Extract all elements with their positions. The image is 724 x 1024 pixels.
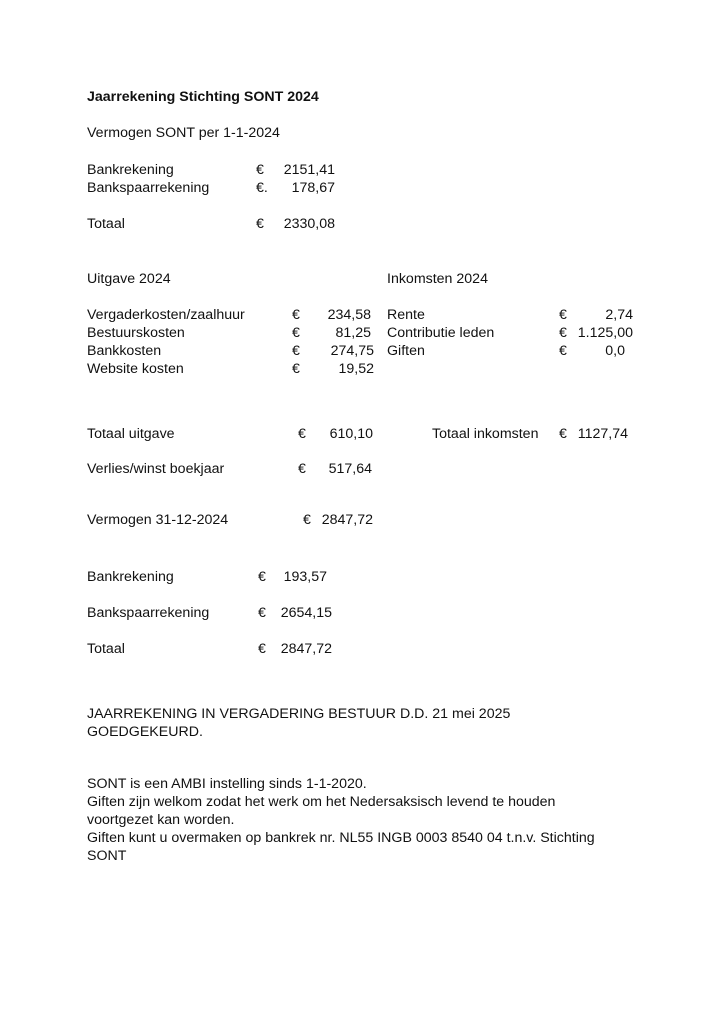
opening-row-label: Bankspaarrekening	[87, 180, 210, 196]
expense-row-label: Vergaderkosten/zaalhuur	[87, 307, 245, 323]
income-total-amount: 1127,74	[577, 426, 628, 442]
income-row-label: Rente	[387, 307, 425, 323]
income-row-label: Contributie leden	[387, 325, 495, 341]
closing-row-amount: 193,57	[283, 569, 327, 585]
closing-row-label: Bankspaarrekening	[87, 605, 210, 621]
opening-row-amount: 178,67	[291, 180, 335, 196]
income-row-amount: 0,0	[605, 343, 625, 359]
opening-row-currency: €	[256, 162, 264, 178]
closing-total-amount: 2847,72	[280, 641, 332, 657]
expenses-total-currency: €	[298, 426, 306, 442]
opening-row-amount: 2151,41	[283, 162, 335, 178]
expense-row-amount: 19,52	[338, 361, 374, 377]
expenses-total-label: Totaal uitgave	[87, 426, 175, 442]
closing-row-amount: 2654,15	[280, 605, 332, 621]
opening-total-amount: 2330,08	[283, 216, 335, 232]
income-row-currency: €	[559, 325, 567, 341]
note-line: SONT is een AMBI instelling sinds 1-1-2020.	[87, 776, 367, 792]
closing-row-currency: €	[258, 605, 266, 621]
expense-row-currency: €	[292, 307, 300, 323]
result-currency: €	[298, 461, 306, 477]
income-row-currency: €	[559, 307, 567, 323]
approval-line: JAARREKENING IN VERGADERING BESTUUR D.D. 21 mei 2025	[87, 706, 511, 722]
expense-row-amount: 81,25	[335, 325, 371, 341]
income-heading: Inkomsten 2024	[387, 271, 488, 287]
expense-row-currency: €	[292, 361, 300, 377]
income-row-amount: 2,74	[605, 307, 633, 323]
expenses-total-amount: 610,10	[329, 426, 373, 442]
expense-row-currency: €	[292, 325, 300, 341]
note-line: voortgezet kan worden.	[87, 812, 235, 828]
income-total-currency: €	[559, 426, 567, 442]
income-total-label: Totaal inkomsten	[432, 426, 539, 442]
expenses-heading: Uitgave 2024	[87, 271, 171, 287]
income-row-label: Giften	[387, 343, 425, 359]
note-line: Giften zijn welkom zodat het werk om het Nedersaksisch levend te houden	[87, 794, 556, 810]
expense-row-label: Bankkosten	[87, 343, 162, 359]
closing-heading: Vermogen 31-12-2024	[87, 512, 229, 528]
expense-row-label: Bestuurskosten	[87, 325, 185, 341]
closing-currency: €	[303, 512, 311, 528]
opening-total-currency: €	[256, 216, 264, 232]
expense-row-label: Website kosten	[87, 361, 184, 377]
closing-total-currency: €	[258, 641, 266, 657]
opening-row-label: Bankrekening	[87, 162, 174, 178]
closing-row-currency: €	[258, 569, 266, 585]
opening-total-label: Totaal	[87, 216, 125, 232]
opening-row-currency: €.	[256, 180, 268, 196]
closing-total-label: Totaal	[87, 641, 125, 657]
closing-amount: 2847,72	[321, 512, 373, 528]
result-amount: 517,64	[328, 461, 372, 477]
approval-line: GOEDGEKEURD.	[87, 724, 203, 740]
income-row-amount: 1.125,00	[577, 325, 633, 341]
income-row-currency: €	[559, 343, 567, 359]
note-line: SONT	[87, 848, 127, 864]
document-title: Jaarrekening Stichting SONT 2024	[87, 89, 319, 105]
expense-row-amount: 234,58	[327, 307, 371, 323]
expense-row-currency: €	[292, 343, 300, 359]
note-line: Giften kunt u overmaken op bankrek nr. NL55 INGB 0003 8540 04 t.n.v. Stichting	[87, 830, 595, 846]
opening-heading: Vermogen SONT per 1-1-2024	[87, 125, 280, 141]
closing-row-label: Bankrekening	[87, 569, 174, 585]
expense-row-amount: 274,75	[330, 343, 374, 359]
result-label: Verlies/winst boekjaar	[87, 461, 225, 477]
